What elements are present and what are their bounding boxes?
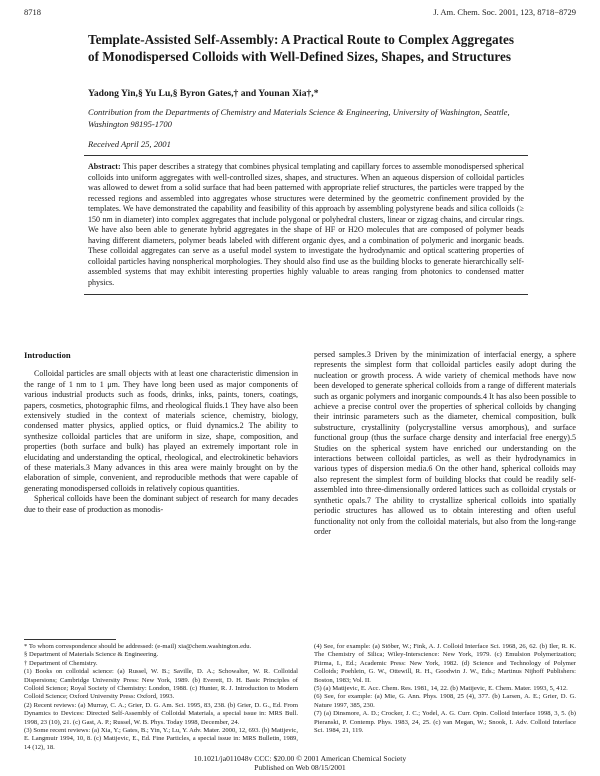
body-paragraph: Colloidal particles are small objects with at least one characteristic dimension in the range of 1 nm to 1 μm. They have long been used as major components of various industrial products such as foods, drinks, inks, paints, toners, coatings, papers, cosmetics, photographic films, and rheological fluids.1 They have also been extensively studied in the context of materials science, chemistry, biology, condensed matter physics, applied optics, or fluid dynamics.2 The ability to synthesize colloidal particles that are uniform in size, shape, composition, and properties (both surface and bulk) has played an extremely important role in elucidating and understanding the optical, rheological, and electrokinetic behaviors of these materials.3 Many advances in this area were mainly brought on by the elaboration of simple, convenient, and reproducible methods that were capable of generating monodispersed colloids in relatively copious quantities. [24,369,298,493]
footnote: † Department of Chemistry. [24,659,98,667]
footnote: (4) See, for example: (a) Stöber, W.; Fink, A. J. Colloid Interface Sci. 1968, 26, 62. (b) Iler, R. K. The Chemistry of Silica; Wiley-Interscience: New York, 1979. (c) Emulsion Polymerization; Piirma, I., Ed.; Academic Press: New York, 1982. (d) Science and Technology of Polymer Colloids; Poehlein, G. W., Ottewill, R. H., Goodwin J. W., Eds.; Martinus Nijhoff Publishers: Boston, 1983; Vol. II. [314,643,576,684]
footnote: § Department of Materials Science & Engineering. [24,651,159,659]
footnote: (6) See, for example: (a) Mie, G. Ann. Phys. 1908, 25 (4), 377. (b) Larsen, A. E.; Grier, D. G. Nature 1997, 385, 230. [314,693,576,709]
page-number: 8718 [24,7,41,17]
right-column [314,350,576,537]
doi-line: 10.1021/ja011048v CCC: $20.00 © 2001 American Chemical Society [193,754,407,763]
journal-citation: J. Am. Chem. Soc. 2001, 123, 8718−8729 [433,7,576,17]
footnote: (2) Recent reviews: (a) Murray, C. A.; Grier, D. G. Am. Sci. 1995, 83, 238. (b) Grier, D. G., Ed. From Dynamics to Devices: Directed Self-Assembly of Colloidal Materials, a special issue in: MRS Bull. 1998, 23 (10), 21. (c) Gast, A. P.; Russel, W. B. Phys. Today 1998, December, 24. [24,701,298,726]
footnote: (7) (a) Dinsmore, A. D.; Crocker, J. C.; Yodel, A. G. Curr. Opin. Colloid Interface 1998, 3, 5. (b) Pieranski, P. Contemp. Phys. 1983, 24, 25. (c) van Megan, W.; Snook, I. Adv. Colloid Interface Sci. 1984, 21, 119. [314,710,576,735]
author-list: Yadong Yin,§ Yu Lu,§ Byron Gates,† and Younan Xia†,* [88,88,319,99]
page-footer [0,754,600,772]
abstract-text: This paper describes a strategy that combines physical templating and capillary forces to assemble monodispersed spherical colloids into uniform aggregates with well-controlled sizes, shapes, and structures. When an aqueous dispersion of colloidal particles was allowed to dewet from a solid surface that had been patterned with appropriate relief structures, the particles were trapped by the recessed regions and assembled into aggregates whose structures were determined by the geometric confinement provided by the templates. We have demonstrated the capability and feasibility of this approach by assembling polystyrene beads and silica colloids (≥ 150 nm in diameter) into complex aggregates that include polygonal or polyhedral clusters, linear or zigzag chains, and circular rings. We have also been able to generate hybrid aggregates in the shape of HF or H2O molecules that are composed of polymer beads having different diameters, polymer beads labeled with different organic dyes, and a combination of polymeric and inorganic beads. These colloidal aggregates can serve as a useful model system to investigate the hydrodynamic and optical scattering properties of colloidal particles having nonspherical morphologies. They should also find use as the building blocks to generate hierarchically self-assembled systems that may exhibit interesting properties highly valuable to areas ranging from photonics to condensed matter physics. [88,162,524,287]
body-paragraph: persed samples.3 Driven by the minimization of interfacial energy, a sphere represents the simplest form that colloidal particles easily adopt during the nucleation or growth process. A wide variety of chemical methods have now been developed to generate spherical colloids from a range of different materials such as organic polymers and inorganic compounds.4 It has also been possible to achieve a precise control over the properties of spherical colloids by changing their intrinsic parameters such as the diameter, chemical composition, bulk substructure, crystallinity (polycrystalline versus amorphous), and surface functional group (thus the surface charge density and interfacial free energy).5 Studies on the spherical system have enriched our understanding on the interactions between colloidal particles, as well as their hydrodynamics in various types of dispersion media.6 On the other hand, spherical colloids may also represent the simplest form of building blocks that could be readily self-assembled into three-dimensionally ordered lattices such as colloidal crystals or synthetic opals.7 The ability to crystallize spherical colloids into spatially periodic structures has allowed us to obtain interesting and often useful functionality not only from the colloidal materials, but also from the long-range order [314,350,576,536]
footnote: (1) Books on colloidal science: (a) Russel, W. B.; Saville, D. A.; Schowalter, W. R. Colloidal Dispersions; Cambridge University Press: New York, 1989. (b) Everett, D. H. Basic Principles of Colloid Science; Royal Society of Chemistry: London, 1988. (c) Hunter, R. J. Introduction to Modern Colloid Science; Oxford University Press: Oxford, 1993. [24,668,298,701]
section-heading: Introduction [24,350,71,360]
affiliation: Contribution from the Departments of Chemistry and Materials Science & Engineering, University of Washington, Seattle, Washington 98195-1700 [88,107,510,129]
published-line: Published on Web 08/15/2001 [254,763,346,772]
abstract-box [84,155,528,295]
received-date: Received April 25, 2001 [88,139,171,149]
abstract-label: Abstract: [88,162,121,171]
footnotes-left [24,634,298,752]
left-column [24,350,298,515]
footnote: (5) (a) Matijevic, E. Acc. Chem. Res. 1981, 14, 22. (b) Matijevic, E. Chem. Mater. 1993, 5, 412. [314,685,568,693]
footnotes-right [314,634,576,735]
footnote-divider [24,639,116,640]
footnote: (3) Some recent reviews: (a) Xia, Y.; Gates, B.; Yin, Y.; Lu, Y. Adv. Mater. 2000, 12, 693. (b) Matijevic, E. Langmuir 1994, 10, 8. (c) Matijevic, E., Ed. Fine Particles, a special issue in: MRS Bulletin, 1989, 14 (12), 18. [24,727,298,751]
footnote: * To whom correspondence should be addressed: (e-mail) xia@chem.washington.edu. [24,643,252,650]
running-header [24,7,576,21]
body-paragraph: Spherical colloids have been the dominant subject of research for many decades due to their ease of production as monodis- [24,494,298,514]
article-title: Template-Assisted Self-Assembly: A Practical Route to Complex Aggregates of Monodispersed Colloids with Well-Defined Sizes, Shapes, and Structures [88,32,514,64]
